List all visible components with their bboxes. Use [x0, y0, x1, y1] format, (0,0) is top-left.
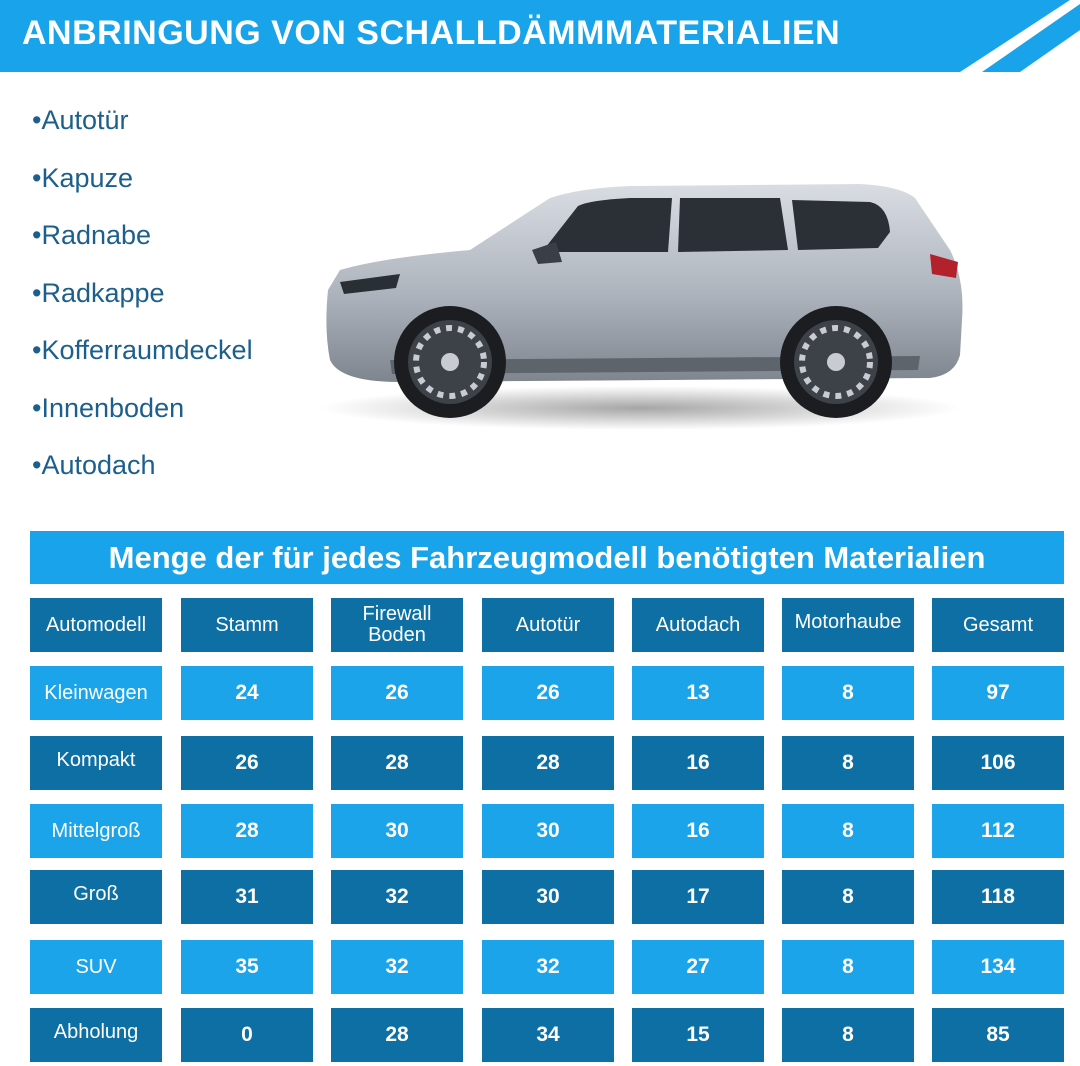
column-header-gesamt: Gesamt — [932, 598, 1064, 652]
table-cell: 85 — [932, 1008, 1064, 1062]
table-cell: 32 — [331, 870, 463, 924]
location-item: •Autotür — [32, 105, 129, 135]
location-item: •Radkappe — [32, 277, 165, 308]
row-model-label: Groß — [30, 870, 162, 924]
location-item: •Innenboden — [32, 392, 185, 423]
table-cell: 28 — [331, 1008, 463, 1062]
column-header-autodach: Autodach — [632, 598, 764, 652]
row-model-label: SUV — [30, 940, 162, 994]
table-cell: 24 — [181, 666, 313, 720]
location-item: •Kapuze — [32, 162, 134, 193]
table-cell: 97 — [932, 666, 1064, 720]
table-cell: 112 — [932, 804, 1064, 858]
table-cell: 8 — [782, 1008, 914, 1062]
row-model-label: Kleinwagen — [30, 666, 162, 720]
location-item: •Autodach — [32, 450, 156, 480]
table-cell: 32 — [331, 940, 463, 994]
location-item: •Radnabe — [32, 220, 152, 250]
table-cell: 8 — [782, 940, 914, 994]
location-item: •Kofferraumdeckel — [32, 335, 253, 365]
decorative-stripes-icon — [920, 0, 1080, 72]
table-cell: 106 — [932, 736, 1064, 790]
table-cell: 28 — [482, 736, 614, 790]
table-cell: 118 — [932, 870, 1064, 924]
table-cell: 26 — [181, 736, 313, 790]
table-cell: 30 — [482, 804, 614, 858]
table-cell: 134 — [932, 940, 1064, 994]
header-banner — [0, 0, 1080, 72]
table-cell: 8 — [782, 666, 914, 720]
table-cell: 28 — [181, 804, 313, 858]
column-header-autotuer: Autotür — [482, 598, 614, 652]
table-cell: 0 — [181, 1008, 313, 1062]
table-cell: 28 — [331, 736, 463, 790]
table-cell: 17 — [632, 870, 764, 924]
row-model-label: Kompakt — [30, 736, 162, 790]
column-header-firewall-boden: Firewall Boden — [331, 598, 463, 652]
table-cell: 30 — [482, 870, 614, 924]
table-cell: 30 — [331, 804, 463, 858]
page-title: ANBRINGUNG VON SCHALLDÄMMMATERIALIEN — [22, 14, 841, 52]
column-header-model: Automodell — [30, 598, 162, 652]
column-header-motorhaube: Motorhaube — [782, 598, 914, 652]
table-cell: 13 — [632, 666, 764, 720]
table-cell: 16 — [632, 736, 764, 790]
table-cell: 35 — [181, 940, 313, 994]
table-cell: 32 — [482, 940, 614, 994]
column-header-stamm: Stamm — [181, 598, 313, 652]
table-cell: 8 — [782, 870, 914, 924]
table-cell: 15 — [632, 1008, 764, 1062]
suv-car-icon — [300, 170, 980, 440]
table-cell: 16 — [632, 804, 764, 858]
installation-locations-list — [32, 92, 253, 495]
table-title: Menge der für jedes Fahrzeugmodell benötigten Materialien — [30, 531, 1064, 584]
table-cell: 8 — [782, 804, 914, 858]
table-cell: 27 — [632, 940, 764, 994]
table-cell: 8 — [782, 736, 914, 790]
table-cell: 26 — [331, 666, 463, 720]
row-model-label: Mittelgroß — [30, 804, 162, 858]
row-model-label: Abholung — [30, 1008, 162, 1062]
table-cell: 34 — [482, 1008, 614, 1062]
table-cell: 26 — [482, 666, 614, 720]
table-cell: 31 — [181, 870, 313, 924]
